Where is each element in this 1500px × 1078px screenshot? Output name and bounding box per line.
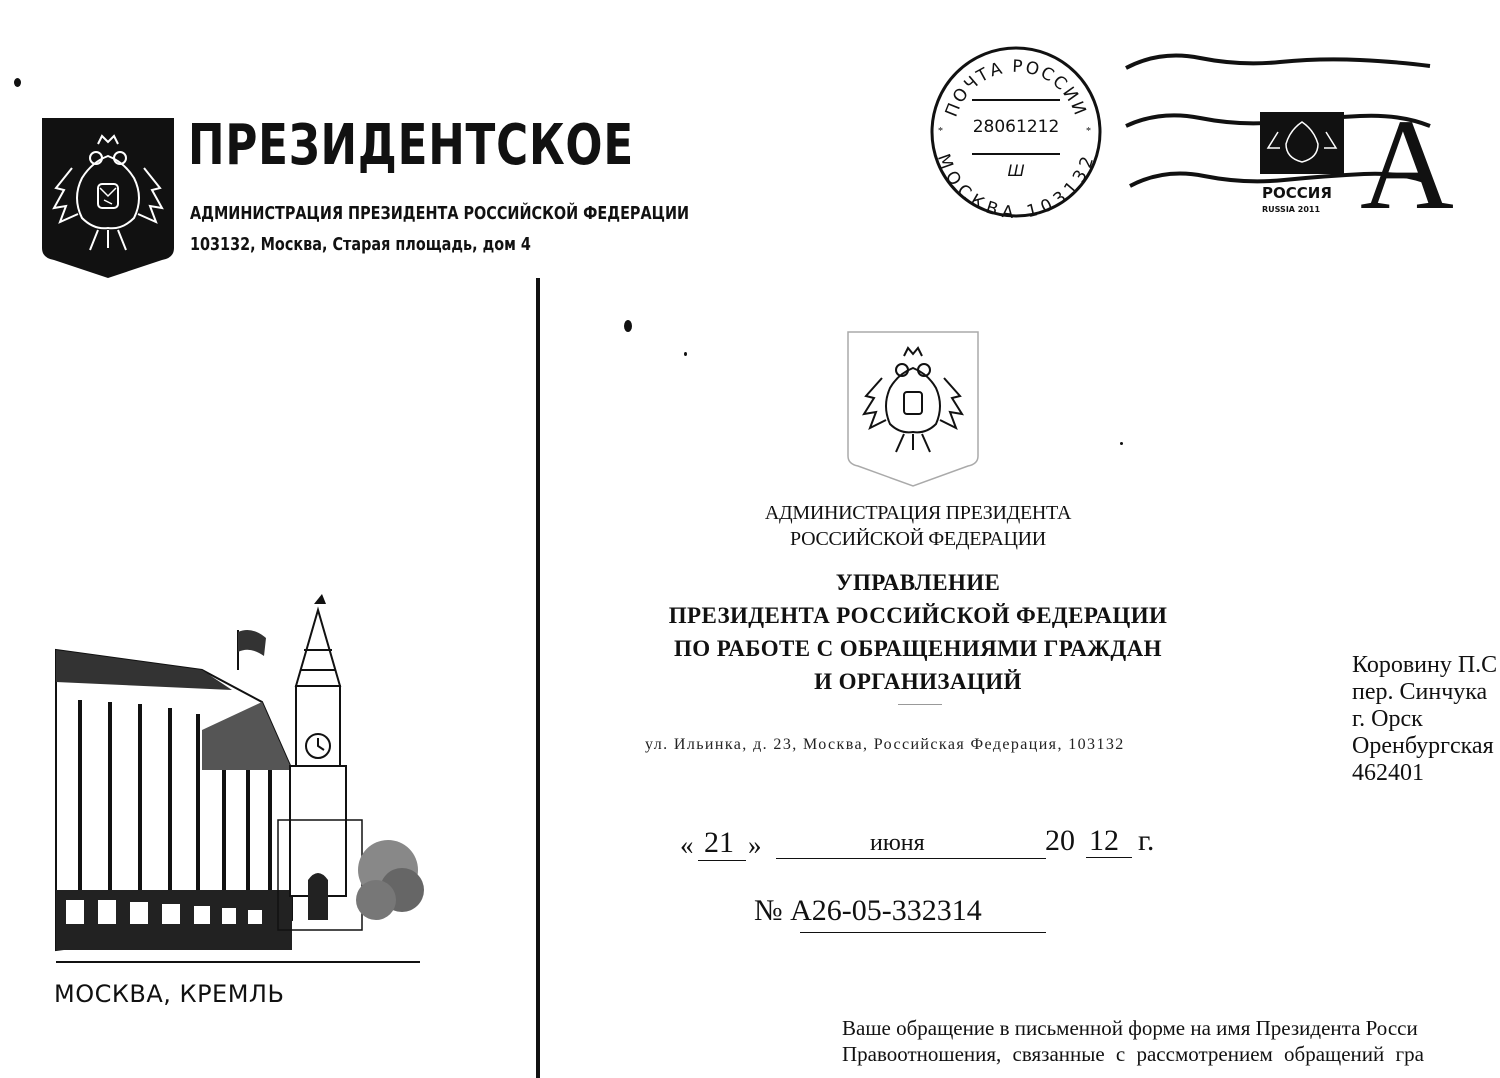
svg-text:*: * xyxy=(1086,126,1091,137)
letterhead-admin-line: РОССИЙСКОЙ ФЕДЕРАЦИИ xyxy=(790,528,1046,550)
sender-address: 103132, Москва, Старая площадь, дом 4 xyxy=(190,234,531,255)
postmark-date: 28061212 xyxy=(972,117,1060,137)
recipient-name: Коровину П.С xyxy=(1352,652,1498,678)
postmark-bottom-text: МОСКВА 103132 xyxy=(932,151,1100,222)
stamp-year: RUSSIA 2011 xyxy=(1262,205,1321,214)
department-line: И ОРГАНИЗАЦИЙ xyxy=(814,669,1022,694)
svg-text:*: * xyxy=(938,126,943,137)
postmark-code: Ш xyxy=(1007,161,1025,180)
date-year-underline xyxy=(1086,857,1132,858)
letterhead-department xyxy=(640,566,1196,698)
stamp-country: РОССИЯ xyxy=(1262,184,1332,202)
recipient-postcode: 462401 xyxy=(1352,760,1424,786)
letterhead-admin-line: АДМИНИСТРАЦИЯ ПРЕЗИДЕНТА xyxy=(764,502,1072,524)
date-year-prefix: 20 xyxy=(1045,824,1075,857)
postmark-top-text: ПОЧТА РОССИИ xyxy=(941,56,1091,120)
scan-speck xyxy=(624,320,632,332)
kremlin-illustration xyxy=(52,590,424,970)
department-line: УПРАВЛЕНИЕ xyxy=(835,570,1001,595)
stamp-letter: А xyxy=(1360,93,1454,237)
scan-speck xyxy=(684,352,687,356)
coat-of-arms-icon xyxy=(42,118,174,278)
date-day: 21 xyxy=(704,826,734,859)
recipient-region: Оренбургская xyxy=(1352,733,1494,759)
document-number: № А26-05-332314 xyxy=(754,894,982,927)
recipient-city: г. Орск xyxy=(1352,706,1423,732)
coat-of-arms-icon xyxy=(846,330,980,488)
department-address: ул. Ильинка, д. 23, Москва, Российская Федерация, 103132 xyxy=(645,736,1125,753)
postmark xyxy=(926,42,1106,222)
date-year-suffix: г. xyxy=(1138,824,1155,857)
scan-speck xyxy=(1120,442,1123,445)
date-month: июня xyxy=(870,830,925,856)
envelope-divider xyxy=(536,278,540,1078)
letter-body-line: Ваше обращение в письменной форме на имя Президента Росси xyxy=(842,1016,1418,1040)
date-month-underline xyxy=(776,858,1046,859)
scan-speck xyxy=(14,78,21,87)
letter-body-line: Правоотношения, связанные с рассмотрением обращений гра xyxy=(842,1042,1424,1066)
recipient-street: пер. Синчука xyxy=(1352,679,1488,705)
envelope-title: ПРЕЗИДЕНТСКОЕ xyxy=(188,113,634,178)
divider xyxy=(898,704,942,705)
postage-stamp xyxy=(1256,92,1454,237)
department-line: ПО РАБОТЕ С ОБРАЩЕНИЯМИ ГРАЖДАН xyxy=(674,636,1162,661)
department-line: ПРЕЗИДЕНТА РОССИЙСКОЙ ФЕДЕРАЦИИ xyxy=(668,603,1168,628)
date-year: 12 xyxy=(1089,824,1119,857)
picture-caption: МОСКВА, КРЕМЛЬ xyxy=(54,980,285,1008)
date-open-quote: « xyxy=(680,830,694,860)
date-close-quote: » xyxy=(748,830,762,860)
date-day-underline xyxy=(698,860,746,861)
letterhead-admin xyxy=(680,500,1156,552)
sender-name: АДМИНИСТРАЦИЯ ПРЕЗИДЕНТА РОССИЙСКОЙ ФЕДЕРАЦИИ xyxy=(190,203,690,224)
document-number-underline xyxy=(800,932,1046,933)
